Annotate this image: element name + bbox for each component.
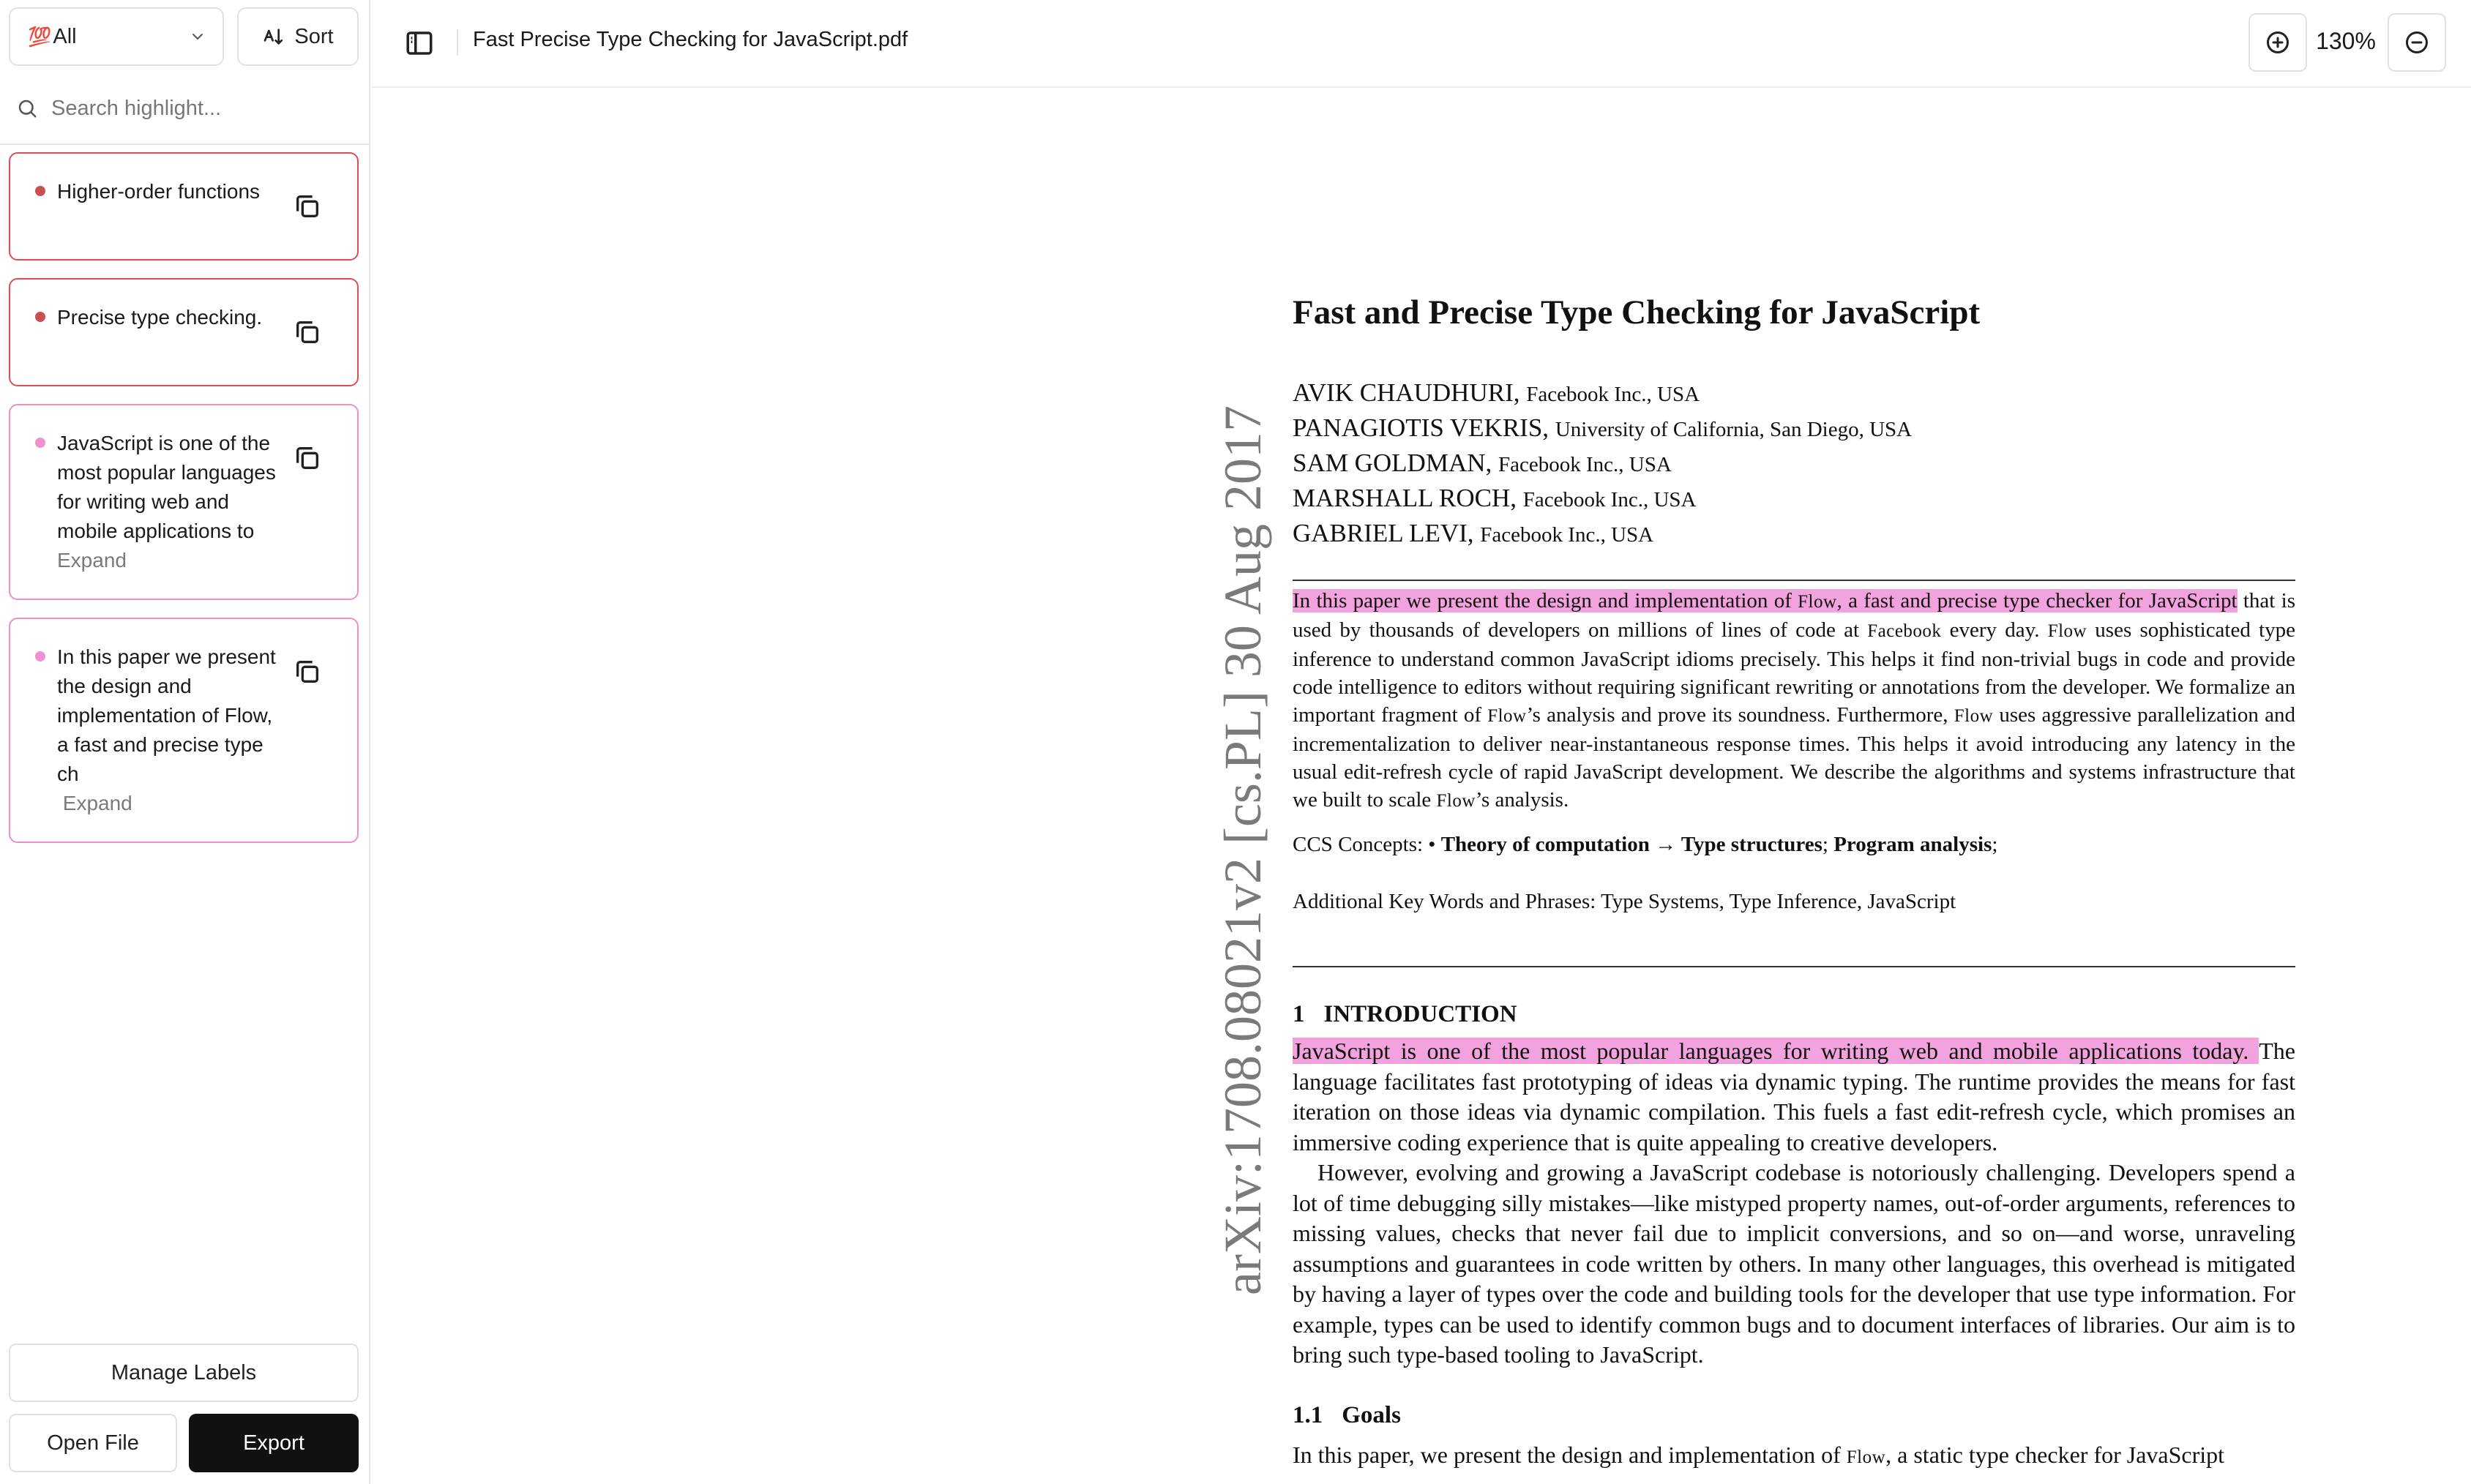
paper-title: Fast and Precise Type Checking for JavaScript: [1293, 293, 1981, 331]
manage-labels-button[interactable]: Manage Labels: [9, 1344, 359, 1402]
author-affiliation: Facebook Inc., USA: [1498, 453, 1672, 476]
author-affiliation: University of California, San Diego, USA: [1555, 418, 1913, 441]
zoom-in-button[interactable]: [2248, 13, 2307, 72]
author-name: AVIK CHAUDHURI,: [1293, 378, 1520, 407]
divider: [457, 29, 458, 56]
label-dot: [35, 312, 45, 322]
zoom-level: 130%: [2316, 28, 2376, 54]
highlight-card[interactable]: [9, 618, 359, 843]
highlights-sidebar: [0, 0, 370, 1484]
author-name: PANAGIOTIS VEKRIS,: [1293, 413, 1549, 442]
goals-text[interactable]: In this paper, we present the design and implementation of Flow, a static type checker for JavaScript: [1293, 1442, 2225, 1468]
highlight-text-block: [57, 429, 277, 575]
pdf-page: [372, 89, 2471, 1484]
zoom-out-button[interactable]: [2388, 13, 2446, 72]
copy-icon[interactable]: [293, 657, 322, 686]
subsection-heading: 1.1 Goals: [1293, 1402, 1401, 1428]
author-name: GABRIEL LEVI,: [1293, 519, 1474, 547]
highlight-card[interactable]: [9, 152, 359, 261]
filter-row: [9, 7, 359, 66]
hundred-points-icon: 💯: [28, 25, 51, 48]
label-dot: [35, 651, 45, 662]
sort-label: Sort: [294, 24, 334, 48]
label-filter-value: All: [53, 24, 77, 48]
highlight-text: JavaScript is one of the most popular languages for writing web and mobile applications to: [57, 432, 276, 542]
document-title: Fast Precise Type Checking for JavaScript.pdf: [473, 28, 908, 51]
text-highlight[interactable]: In this paper we present the design and implementation of Flow, a fast and precise type checker for JavaScript: [1293, 589, 2238, 612]
highlight-text: In this paper we present the design and implementation of Flow, a fast and precise type ch: [57, 645, 276, 785]
copy-icon[interactable]: [293, 318, 322, 347]
search-bar: [0, 73, 369, 145]
author-line: [1293, 517, 2295, 552]
open-file-button[interactable]: Open File: [9, 1414, 177, 1472]
arxiv-watermark: arXiv:1708.08021v2 [cs.PL] 30 Aug 2017: [1214, 405, 1272, 1295]
divider: [1293, 966, 2295, 967]
text-highlight[interactable]: JavaScript is one of the most popular languages for writing web and mobile applications today.: [1293, 1038, 2259, 1064]
author-line: [1293, 446, 2295, 481]
highlight-text: Precise type checking.: [57, 306, 263, 329]
author-affiliation: Facebook Inc., USA: [1526, 383, 1700, 406]
paragraph: JavaScript is one of the most popular languages for writing web and mobile applications today. The language facilitates fast prototyping of ideas via dynamic typing. The runtime provides the means for fast iteration on those ideas via dynamic compilation. This fuels a fast edit-refresh cycle, which promises an immersive coding experience that is quite appealing to creative developers.: [1293, 1038, 2295, 1155]
introduction-text[interactable]: [1293, 1036, 2295, 1371]
highlight-card[interactable]: [9, 278, 359, 386]
section-heading: 1 INTRODUCTION: [1293, 1001, 1517, 1027]
highlight-card[interactable]: [9, 404, 359, 600]
author-line: [1293, 376, 2295, 411]
ccs-concepts: CCS Concepts: • Theory of computation → Type structures; Program analysis;: [1293, 833, 1998, 856]
author-name: SAM GOLDMAN,: [1293, 449, 1492, 477]
highlight-text-block: [57, 642, 277, 818]
author-list: [1293, 376, 2295, 552]
abstract[interactable]: In this paper we present the design and implementation of Flow, a fast and precise type checker for JavaScript that is used by thousands of developers on millions of lines of code at Facebook every day. Flow uses sophisticated type inference to understand common JavaScript idioms precisely. This helps it find non-trivial bugs in code and provide code intelligence to editors without requiring significant rewriting or annotations from the developer. We formalize an important fragment of Flow’s analysis and prove its soundness. Furthermore, Flow uses aggressive parallelization and incrementalization to deliver near-instantaneous response times. This helps it avoid introducing any latency in the usual edit-refresh cycle of rapid JavaScript development. We describe the algorithms and systems infrastructure that we built to scale Flow’s analysis.: [1293, 589, 2295, 812]
zoom-in-icon: [2265, 29, 2291, 56]
author-name: MARSHALL ROCH,: [1293, 484, 1517, 512]
zoom-out-icon: [2404, 29, 2430, 56]
author-line: [1293, 411, 2295, 446]
export-button[interactable]: Export: [189, 1414, 359, 1472]
highlight-text: Higher-order functions: [57, 180, 261, 203]
copy-icon[interactable]: [293, 443, 322, 473]
sidebar-toggle-icon[interactable]: [404, 28, 435, 59]
top-bar: [372, 0, 2471, 88]
keywords: Additional Key Words and Phrases: Type Systems, Type Inference, JavaScript: [1293, 890, 1956, 913]
paragraph: However, evolving and growing a JavaScript codebase is notoriously challenging. Developers spend a lot of time debugging silly mistakes—like mistyped property names, out-of-order arguments, references to missing values, checks that never fail due to implicit conversions, and so on—and worse, unraveling assumptions and guarantees in code written by others. In many other languages, this overhead is mitigated by having a layer of types over the code and building tools for the developer that use type information. For example, types can be used to identify common bugs and to document interfaces of libraries. Our aim is to bring such type-based tooling to JavaScript.: [1293, 1159, 2295, 1368]
expand-link[interactable]: Expand: [57, 549, 127, 572]
label-dot: [35, 438, 45, 448]
label-filter-select[interactable]: [9, 7, 224, 66]
copy-icon[interactable]: [293, 192, 322, 221]
author-affiliation: Facebook Inc., USA: [1522, 488, 1697, 511]
expand-link[interactable]: Expand: [62, 792, 132, 814]
author-line: [1293, 481, 2295, 517]
label-dot: [35, 186, 45, 196]
search-icon: [16, 97, 38, 119]
chevron-down-icon: [189, 28, 206, 45]
search-input[interactable]: [51, 97, 359, 121]
divider: [1293, 580, 2295, 581]
sort-button[interactable]: [237, 7, 359, 66]
sort-icon: [262, 25, 285, 48]
author-affiliation: Facebook Inc., USA: [1480, 523, 1654, 547]
